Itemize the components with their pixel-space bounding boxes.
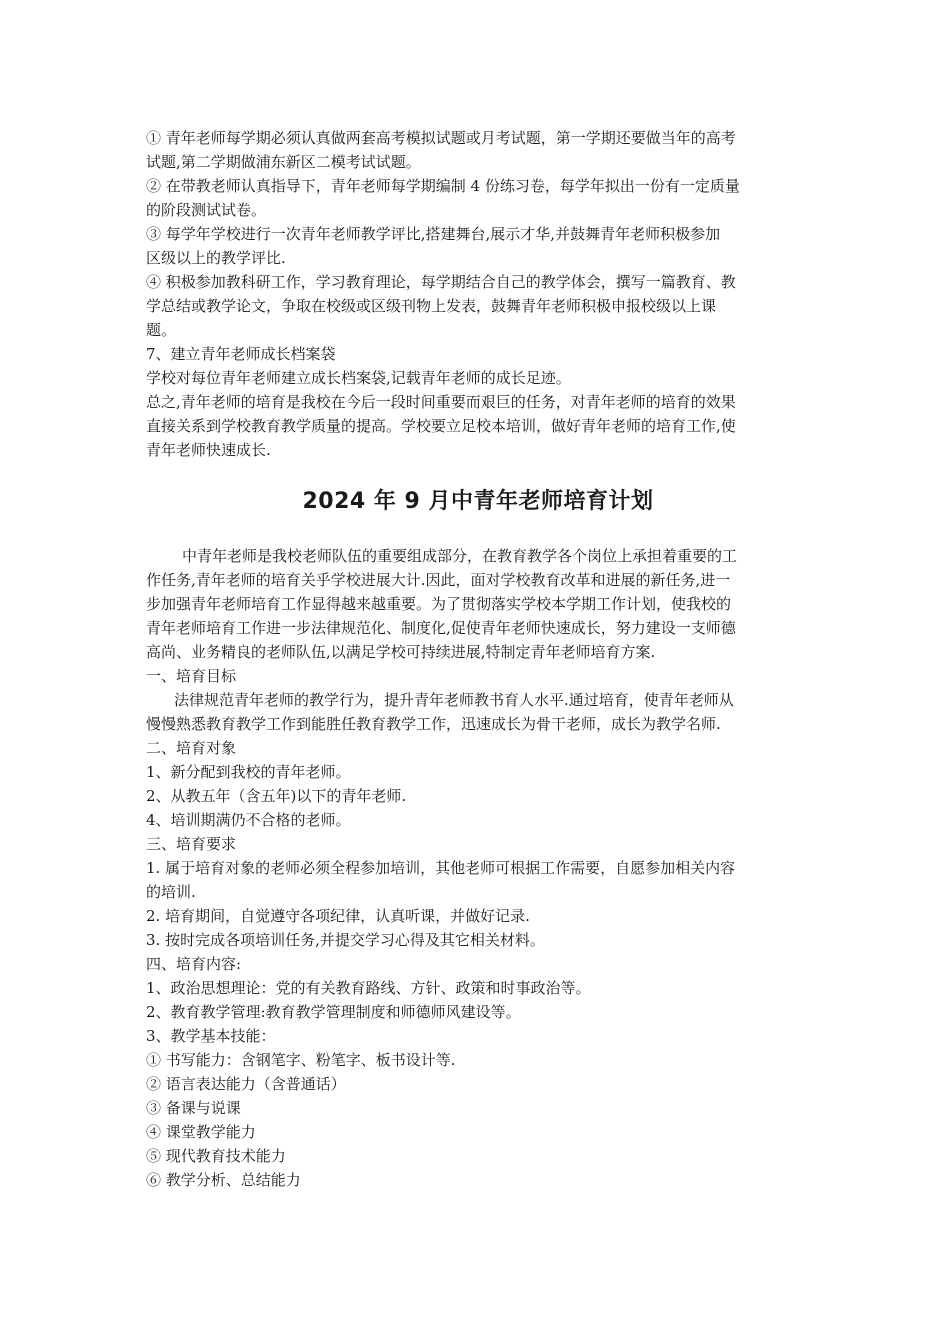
text-line: 高尚、业务精良的老师队伍,以满足学校可持续进展,特制定青年老师培育方案. <box>146 643 656 661</box>
list-item: 1、政治思想理论：党的有关教育路线、方针、政策和时事政治等。 <box>146 979 591 997</box>
goal-section <box>146 664 810 736</box>
text-line: 法律规范青年老师的教学行为，提升青年老师教书育人水平.通过培育，使青年老师从 <box>174 691 734 709</box>
text-line: 青年老师培育工作进一步法律规范化、制度化,促使青年老师快速成长，努力建设一支师德 <box>146 619 736 637</box>
section-heading: 一、培育目标 <box>146 667 237 685</box>
text-line: 步加强青年老师培育工作显得越来越重要。为了贯彻落实学校本学期工作计划，使我校的 <box>146 595 732 613</box>
section-heading: 三、培育要求 <box>146 835 237 853</box>
list-item: ④ 课堂教学能力 <box>146 1123 256 1141</box>
list-item: ③ 备课与说课 <box>146 1099 241 1117</box>
content-section <box>146 952 810 1192</box>
text-line: ④ 积极参加教科研工作，学习教育理论，每学期结合自己的教学体会，撰写一篇教育、教 <box>146 273 736 291</box>
list-item: 4、培训期满仍不合格的老师。 <box>146 811 351 829</box>
list-item: 3、教学基本技能： <box>146 1027 276 1045</box>
text-line: 中青年老师是我校老师队伍的重要组成部分，在教育教学各个岗位上承担着重要的工 <box>182 547 738 565</box>
list-item: ② 语言表达能力（含普通话） <box>146 1075 346 1093</box>
text-line: 试题,第二学期做浦东新区二模考试试题。 <box>146 153 421 171</box>
list-item: 2. 培育期间，自觉遵守各项纪律，认真听课，并做好记录. <box>146 907 530 925</box>
list-item: 3. 按时完成各项培训任务,并提交学习心得及其它相关材料。 <box>146 931 545 949</box>
text-line: 学校对每位青年老师建立成长档案袋,记载青年老师的成长足迹。 <box>146 369 571 387</box>
requirements-section <box>146 832 810 952</box>
text-line: 总之,青年老师的培育是我校在今后一段时间重要而艰巨的任务，对青年老师的培育的效果 <box>146 393 736 411</box>
section-previous-continuation <box>146 126 810 462</box>
text-line: 作任务,青年老师的培育关乎学校进展大计.因此，面对学校教育改革和进展的新任务,进一 <box>146 571 731 589</box>
text-line: 学总结或教学论文，争取在校级或区级刊物上发表，鼓舞青年老师积极申报校级以上课 <box>146 297 717 315</box>
list-item: 2、教育教学管理:教育教学管理制度和师德师风建设等。 <box>146 1003 521 1021</box>
document-page <box>146 126 810 1192</box>
list-item: ① 书写能力：含钢笔字、粉笔字、板书设计等. <box>146 1051 456 1069</box>
list-item: 2、从教五年（含五年)以下的青年老师. <box>146 787 407 805</box>
intro-paragraph <box>146 544 810 664</box>
text-line: 题。 <box>146 321 177 339</box>
section-heading: 7、建立青年老师成长档案袋 <box>146 345 336 363</box>
document-title: 2024 年 9 月中青年老师培育计划 <box>302 489 654 514</box>
list-item: ⑥ 教学分析、总结能力 <box>146 1171 301 1189</box>
target-section <box>146 736 810 832</box>
section-heading: 四、培育内容: <box>146 955 242 973</box>
text-line: 的阶段测试试卷。 <box>146 201 267 219</box>
list-item: 1、新分配到我校的青年老师。 <box>146 763 351 781</box>
text-line: ② 在带教老师认真指导下，青年老师每学期编制 4 份练习卷，每学年拟出一份有一定质量 <box>146 177 740 195</box>
list-item: ⑤ 现代教育技术能力 <box>146 1147 286 1165</box>
text-line: 直接关系到学校教育教学质量的提高。学校要立足校本培训，做好青年老师的培育工作,使 <box>146 417 736 435</box>
section-heading: 二、培育对象 <box>146 739 237 757</box>
text-line: 慢慢熟悉教育教学工作到能胜任教育教学工作，迅速成长为骨干老师，成长为教学名师. <box>146 715 721 733</box>
text-line: 的培训. <box>146 883 196 901</box>
text-line: 区级以上的教学评比. <box>146 249 286 267</box>
list-item: 1. 属于培育对象的老师必须全程参加培训，其他老师可根据工作需要，自愿参加相关内容 <box>146 859 736 877</box>
text-line: ① 青年老师每学期必须认真做两套高考模拟试题或月考试题，第一学期还要做当年的高考 <box>146 129 736 147</box>
text-line: ③ 每学年学校进行一次青年老师教学评比,搭建舞台,展示才华,并鼓舞青年老师积极参加 <box>146 225 721 243</box>
text-line: 青年老师快速成长. <box>146 441 271 459</box>
